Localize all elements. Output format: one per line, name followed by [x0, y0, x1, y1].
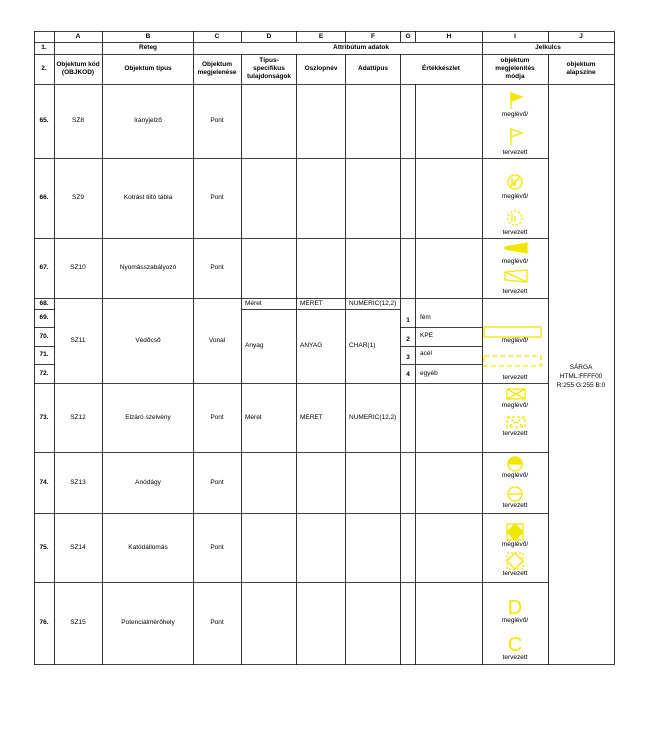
- shutoff-section-dashed-icon: [507, 417, 525, 427]
- object-code: SZ8: [72, 117, 84, 124]
- attr-data-type: NUMERIC(12,2): [349, 414, 397, 421]
- col-letter-j: J: [579, 33, 583, 40]
- attr-data-type: CHAR(1): [349, 342, 376, 349]
- object-appearance: Pont: [210, 117, 224, 124]
- symbol-caption-planned: tervezett: [502, 288, 528, 295]
- object-appearance: Pont: [210, 479, 224, 486]
- object-code: SZ10: [70, 264, 86, 271]
- header-object-appearance: Objektum megjelenése: [197, 61, 237, 76]
- col-letter-c: C: [214, 33, 220, 40]
- object-code: SZ14: [70, 544, 86, 551]
- no-dredging-sign-icon: [508, 175, 522, 189]
- object-code: SZ12: [70, 414, 86, 421]
- value-label: acél: [420, 350, 432, 357]
- col-letter-f: F: [371, 33, 375, 40]
- object-type: Potenciálmérőhely: [121, 619, 175, 626]
- value-label: egyéb: [420, 370, 438, 377]
- no-dredging-sign-outline-icon: [508, 211, 522, 225]
- col-letter-g: G: [405, 33, 411, 40]
- value-key: 2: [406, 336, 410, 343]
- color-rgb: R:255 G:255 B:0: [556, 382, 606, 389]
- symbol-caption-planned: tervezett: [502, 430, 528, 437]
- symbol-key-group-header: Jelkulcs: [535, 44, 561, 51]
- attr-property: Méret: [245, 300, 262, 307]
- object-appearance: Pont: [210, 414, 224, 421]
- row-number: 1.: [41, 44, 47, 51]
- col-letter-h: H: [446, 33, 452, 40]
- attr-data-type: NUMERIC(12,2): [349, 300, 397, 307]
- value-label: fém: [420, 314, 431, 321]
- object-code: SZ13: [70, 479, 86, 486]
- symbol-caption-existing: meglévő/: [501, 541, 529, 548]
- color-name: SÁRGA: [569, 364, 593, 371]
- row-number: 75.: [39, 544, 49, 551]
- symbol-caption-planned: tervezett: [502, 654, 528, 661]
- flag-outline-icon: [511, 128, 522, 145]
- symbol-caption-existing: meglévő/: [501, 617, 529, 624]
- attr-column-name: MERET: [300, 414, 323, 421]
- row-number: 68.: [39, 300, 49, 307]
- row-number: 70.: [39, 333, 49, 340]
- attr-property: Méret: [245, 414, 262, 421]
- layer-group-header: Réteg: [138, 44, 158, 51]
- header-object-type: Objektum típus: [124, 65, 172, 72]
- object-appearance: Pont: [210, 619, 224, 626]
- pressure-regulator-icon: [505, 243, 527, 253]
- header-type-properties: Típus-specifikus tulajdonságok: [246, 57, 292, 80]
- row-number: 67.: [39, 264, 49, 271]
- object-type: Katódállomás: [128, 544, 168, 551]
- anode-bed-outline-icon: [508, 487, 522, 501]
- value-key: 1: [406, 317, 410, 324]
- value-key: 4: [406, 371, 410, 378]
- symbol-caption-planned: tervezett: [502, 570, 528, 577]
- header-value-set: Értékkészlet: [422, 65, 460, 72]
- header-display-mode: objektum megjelenítés módja: [495, 57, 535, 80]
- symbol-caption-planned: tervezett: [502, 502, 528, 509]
- symbol-caption-existing: meglévő/: [501, 472, 529, 479]
- row-number: 65.: [39, 117, 49, 124]
- row-number: 66.: [39, 194, 49, 201]
- object-appearance: Pont: [210, 544, 224, 551]
- col-letter-d: D: [266, 33, 272, 40]
- symbol-caption-planned: tervezett: [502, 149, 528, 156]
- object-type: Elzáró szelvény: [125, 414, 171, 421]
- object-type: Védőcső: [135, 337, 161, 344]
- pressure-regulator-outline-icon: [505, 270, 527, 282]
- col-letter-a: A: [75, 33, 81, 40]
- value-key: 3: [406, 354, 410, 361]
- symbol-caption-planned: tervezett: [502, 374, 528, 381]
- flag-icon: [511, 92, 522, 109]
- symbol-caption-existing: meglévő/: [501, 402, 529, 409]
- col-letter-i: I: [514, 33, 516, 40]
- object-type: Irányjelző: [134, 117, 162, 124]
- cathode-station-icon: [507, 524, 523, 540]
- object-code: SZ9: [72, 194, 84, 201]
- col-letter-e: E: [318, 33, 324, 40]
- row-number: 73.: [39, 414, 49, 421]
- header-object-code: Objektum kód (OBJKOD): [56, 61, 100, 76]
- protective-pipe-line-icon: [484, 327, 541, 337]
- anode-bed-icon: [508, 457, 522, 471]
- col-letter-b: B: [145, 33, 151, 40]
- object-code: SZ15: [70, 619, 86, 626]
- row-number: 69.: [39, 314, 49, 321]
- row-number: 71.: [39, 351, 49, 358]
- attr-column-name: MERET: [300, 300, 323, 307]
- potential-point-c-icon: C: [507, 634, 523, 656]
- shutoff-section-icon: [507, 389, 525, 399]
- row-number: 2.: [41, 65, 47, 72]
- potential-point-d-icon: D: [507, 597, 523, 619]
- object-appearance: Pont: [210, 194, 224, 201]
- object-type: Kotrást tiltó tábla: [123, 194, 173, 201]
- row-number: 76.: [39, 619, 49, 626]
- symbol-caption-planned: tervezett: [502, 229, 528, 236]
- symbol-caption-existing: meglévő/: [501, 193, 529, 200]
- value-label: KPE: [420, 332, 434, 339]
- symbol-caption-existing: meglévő/: [501, 111, 529, 118]
- symbol-caption-existing: meglévő/: [501, 258, 529, 265]
- object-code: SZ11: [70, 337, 86, 344]
- object-appearance: Pont: [210, 264, 224, 271]
- header-column-name: Oszlopnév: [304, 65, 338, 72]
- protective-pipe-dashed-icon: [484, 356, 541, 366]
- symbol-caption-existing: meglévő/: [501, 337, 529, 344]
- attr-property: Anyag: [245, 342, 264, 349]
- header-base-color: objektum alapszíne: [566, 61, 596, 76]
- object-type: Nyomásszabályozó: [119, 264, 177, 271]
- row-number: 74.: [39, 479, 49, 486]
- object-appearance: Vonal: [208, 337, 226, 344]
- row-number: 72.: [39, 370, 49, 377]
- color-html: HTML:FFFF00: [559, 373, 603, 380]
- object-type: Anódágy: [135, 479, 161, 486]
- cathode-station-outline-icon: [507, 553, 523, 569]
- attributes-group-header: Attribútum adatok: [333, 44, 389, 51]
- attr-column-name: ANYAG: [300, 342, 323, 349]
- header-data-type: Adattípus: [358, 65, 388, 72]
